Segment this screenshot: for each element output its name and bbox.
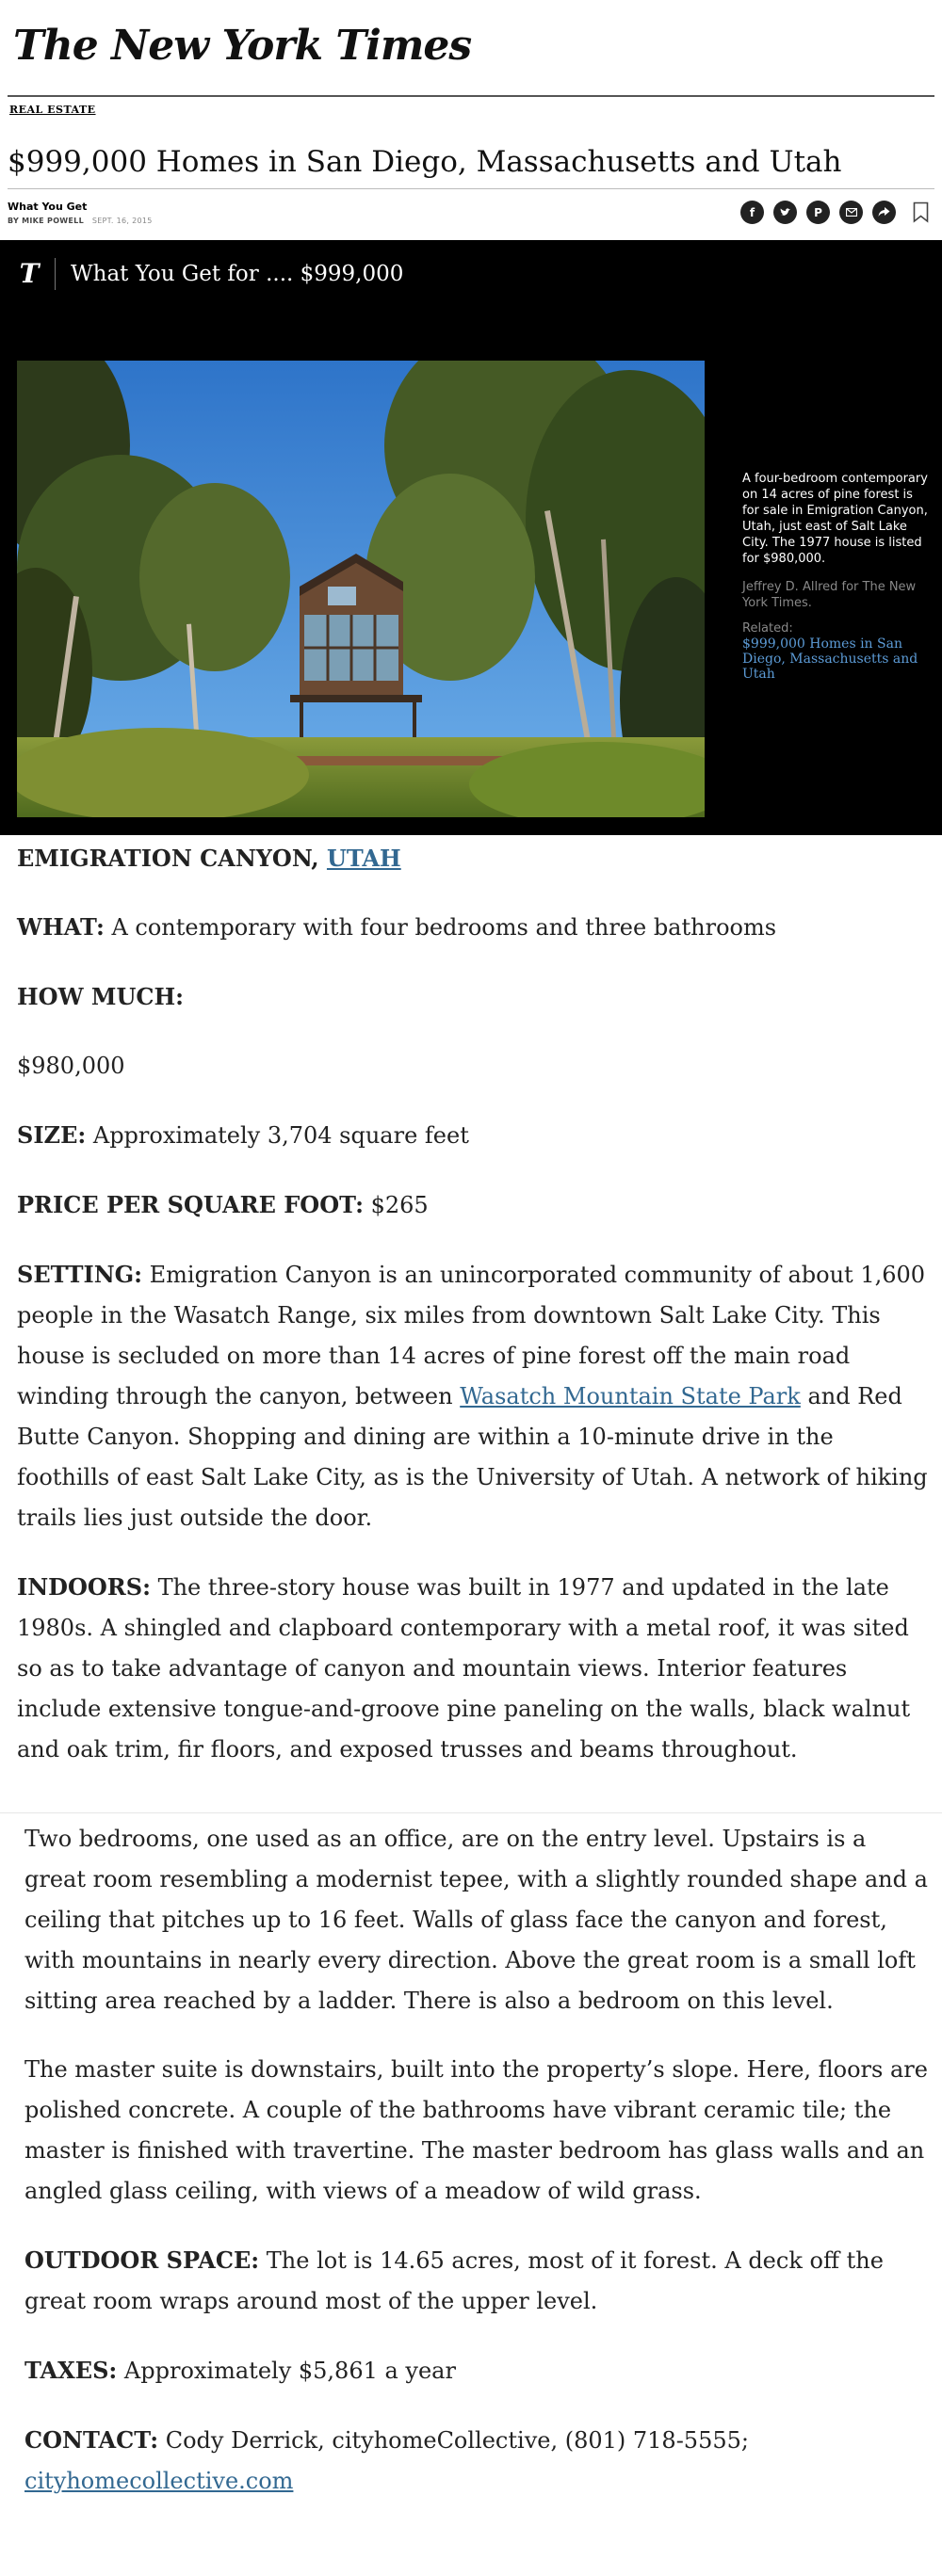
size-label: SIZE: xyxy=(17,1121,87,1149)
photo-credit: Jeffrey D. Allred for The New York Times. xyxy=(742,580,917,610)
what-label: WHAT: xyxy=(17,913,105,941)
contact-text: Cody Derrick, cityhomeCollective, (801) 718-5555; xyxy=(158,2427,749,2454)
ppsf-label: PRICE PER SQUARE FOOT: xyxy=(17,1191,364,1218)
contact-paragraph xyxy=(24,2420,931,2502)
ppsf-paragraph xyxy=(17,1184,931,1226)
masthead-rule xyxy=(8,95,934,97)
masthead[interactable] xyxy=(13,13,471,79)
byline-author: BY MIKE POWELL xyxy=(8,217,84,225)
photo-caption xyxy=(742,471,931,682)
byline-block xyxy=(8,201,153,225)
location-heading xyxy=(17,838,931,878)
house-photo[interactable] xyxy=(17,361,705,817)
taxes-text: Approximately $5,861 a year xyxy=(117,2358,456,2384)
taxes-label: TAXES: xyxy=(24,2357,118,2384)
outdoor-text: The lot is 14.65 acres, most of it forest. A deck off the great room wraps around most of the upper level. xyxy=(24,2247,884,2314)
how-much-paragraph xyxy=(17,976,931,1018)
email-icon[interactable] xyxy=(839,201,863,224)
how-much-label: HOW MUCH: xyxy=(17,983,185,1010)
contact-link[interactable]: cityhomecollective.com xyxy=(24,2468,294,2494)
nyt-logo[interactable]: The New York Times xyxy=(13,22,472,70)
what-paragraph xyxy=(17,907,931,948)
headline-rule xyxy=(8,188,934,189)
slideshow-title: What You Get for .... $999,000 xyxy=(71,262,404,286)
nyt-t-logo-icon: T xyxy=(19,258,40,289)
setting-paragraph xyxy=(17,1254,931,1538)
share-tools xyxy=(740,201,929,224)
setting-label: SETTING: xyxy=(17,1261,143,1288)
location-link[interactable]: UTAH xyxy=(326,845,401,872)
what-text: A contemporary with four bedrooms and three bathrooms xyxy=(104,914,777,941)
outdoor-label: OUTDOOR SPACE: xyxy=(24,2246,260,2274)
indoors-text: The three-story house was built in 1977 and updated in the late 1980s. A shingled and clapboard contemporary with a metal roof, it was sited so as to take advantage of canyon and mountain views. Interior features include extensive tongue-and-groove pine paneling on the walls, black walnut and oak trim, fir floors, and exposed trusses and beams throughout. xyxy=(17,1574,911,1763)
bookmark-icon[interactable] xyxy=(913,201,929,223)
scroll-seam xyxy=(0,1812,942,1813)
contact-label: CONTACT: xyxy=(24,2426,159,2454)
taxes-paragraph xyxy=(24,2350,931,2391)
article-body-continued xyxy=(24,1819,931,2530)
wasatch-park-link[interactable]: Wasatch Mountain State Park xyxy=(460,1383,801,1409)
twitter-icon[interactable] xyxy=(773,201,797,224)
facebook-icon[interactable]: f xyxy=(740,201,764,224)
caption-text: A four-bedroom contemporary on 14 acres of pine forest is for sale in Emigration Canyon, Utah, just east of Salt Lake City. The 1977 house is listed for $980,000. xyxy=(742,472,928,566)
section-label[interactable]: REAL ESTATE xyxy=(9,104,96,116)
related-label: Related: xyxy=(742,621,793,636)
location-prefix: EMIGRATION CANYON, xyxy=(17,845,327,872)
slideshow-header xyxy=(17,257,403,291)
bedrooms-paragraph: Two bedrooms, one used as an office, are on the entry level. Upstairs is a great room resembling a modernist tepee, with a slightly rounded shape and a ceiling that pitches up to 16 feet. Walls of glass face the canyon and forest, with mountains in nearly every direction. Above the great room is a small loft sitting area reached by a ladder. There is also a bedroom on this level. xyxy=(24,1826,928,2014)
slideshow[interactable] xyxy=(0,240,942,835)
size-paragraph xyxy=(17,1115,931,1156)
byline-date: SEPT. 16, 2015 xyxy=(91,217,153,225)
indoors-paragraph xyxy=(17,1567,931,1770)
share-icon[interactable] xyxy=(872,201,896,224)
slideshow-divider xyxy=(55,258,56,290)
related-link[interactable]: $999,000 Homes in San Diego, Massachusetts and Utah xyxy=(742,636,918,682)
kicker: What You Get xyxy=(8,201,88,213)
pinterest-icon[interactable]: P xyxy=(806,201,830,224)
byline xyxy=(8,217,153,225)
master-paragraph: The master suite is downstairs, built into the property’s slope. Here, floors are polished concrete. A couple of the bathrooms have vibrant ceramic tile; the master is finished with travertine. The master bedroom has glass walls and an angled glass ceiling, with views of a meadow of wild grass. xyxy=(24,2056,928,2204)
headline: $999,000 Homes in San Diego, Massachusetts and Utah xyxy=(8,145,842,179)
outdoor-paragraph xyxy=(24,2240,931,2322)
size-text: Approximately 3,704 square feet xyxy=(86,1122,469,1149)
indoors-label: INDOORS: xyxy=(17,1573,151,1601)
setting-text-2: and Red Butte Canyon. Shopping and dining are within a 10-minute drive in the foothills of east Salt Lake City, as is the University of Utah. A network of hiking trails lies just outside the door. xyxy=(17,1383,928,1531)
setting-text-1: Emigration Canyon is an unincorporated community of about 1,600 people in the Wasatch Range, six miles from downtown Salt Lake City. This house is secluded on more than 14 acres of pine forest off the main road winding through the canyon, between xyxy=(17,1262,926,1409)
price-paragraph: $980,000 xyxy=(17,1053,125,1079)
ppsf-text: $265 xyxy=(363,1192,429,1218)
article-body xyxy=(17,838,931,1798)
